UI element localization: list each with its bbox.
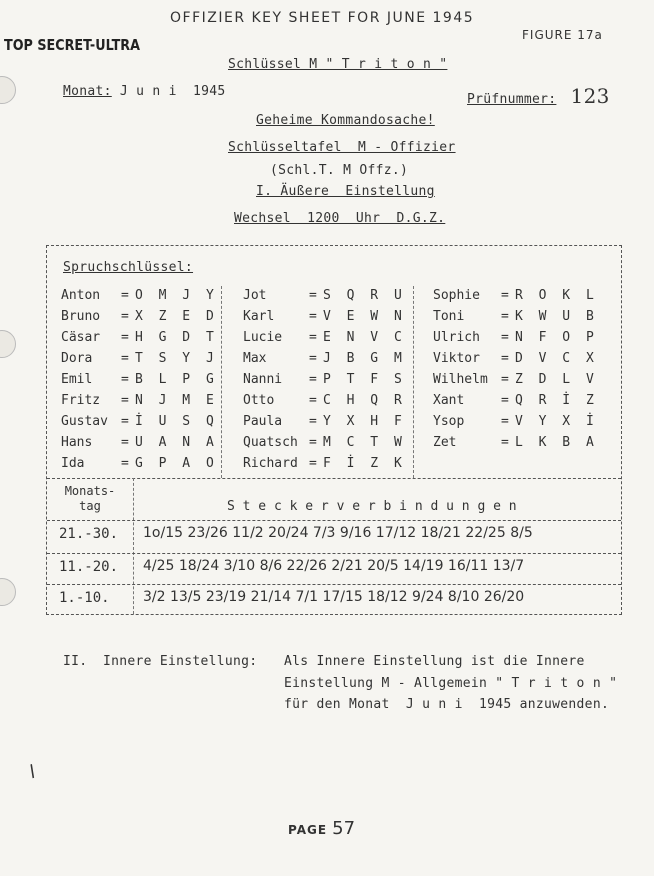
check-number-line (467, 84, 610, 108)
day-column-divider (133, 478, 134, 614)
key-word-name: Dora (61, 351, 93, 366)
key-word-name: Fritz (61, 393, 101, 408)
equals-sign: = (309, 414, 317, 429)
key-word-code: E N V C (323, 330, 406, 345)
key-word-name: Karl (243, 309, 275, 324)
key-word-code: Y X H F (323, 414, 406, 429)
key-word-code: N J M E (135, 393, 218, 408)
key-word-name: Gustav (61, 414, 108, 429)
key-word-name: Ysop (433, 414, 465, 429)
equals-sign: = (501, 288, 509, 303)
column-divider-2 (413, 286, 414, 478)
equals-sign: = (501, 309, 509, 324)
key-word-code: P T F S (323, 372, 406, 387)
top-secret-stamp: TOP SECRET-ULTRA (4, 36, 140, 54)
key-word-code: C H Q R (323, 393, 406, 408)
equals-sign: = (309, 456, 317, 471)
key-word-name: Nanni (243, 372, 283, 387)
check-label: Prüfnummer: (467, 92, 557, 107)
section-two-label: Innere Einstellung: (103, 654, 258, 669)
table-abbrev: (Schl.T. M Offz.) (270, 163, 409, 178)
equals-sign: = (501, 435, 509, 450)
spruchschluessel-label: Spruchschlüssel: (63, 260, 194, 275)
key-word-name: Wilhelm (433, 372, 488, 387)
equals-sign: = (121, 372, 129, 387)
key-word-name: Ulrich (433, 330, 480, 345)
key-word-code: V E W N (323, 309, 406, 324)
key-word-code: G P A O (135, 456, 218, 471)
key-word-code: V Y X İ (515, 414, 598, 429)
stecker-row-pairs: 1o/15 23/26 11/2 20/24 7/3 9/16 17/12 18/21 22/25 8/5 (143, 525, 533, 541)
key-word-code: İ U S Q (135, 414, 218, 429)
stecker-row-pairs: 3/2 13/5 23/19 21/14 7/1 17/15 18/12 9/24 8/10 26/20 (143, 589, 525, 605)
stecker-row-pairs: 4/25 18/24 3/10 8/6 22/26 2/21 20/5 14/19 16/11 13/7 (143, 558, 525, 574)
figure-label: FIGURE 17a (522, 28, 603, 42)
key-word-code: U A N A (135, 435, 218, 450)
equals-sign: = (121, 435, 129, 450)
stecker-row-days: 21.-30. (59, 526, 119, 542)
key-word-code: L K B A (515, 435, 598, 450)
check-value: 123 (570, 84, 610, 108)
equals-sign: = (121, 393, 129, 408)
key-word-code: K W U B (515, 309, 598, 324)
key-word-name: Jot (243, 288, 267, 303)
equals-sign: = (501, 351, 509, 366)
key-word-code: F İ Z K (323, 456, 406, 471)
key-name: Schlüssel M " T r i t o n " (228, 57, 448, 72)
key-word-name: Zet (433, 435, 457, 450)
key-word-code: Q R İ Z (515, 393, 598, 408)
key-word-name: Cäsar (61, 330, 101, 345)
day-header-line-2: tag (79, 499, 101, 513)
change-time: Wechsel 1200 Uhr D.G.Z. (234, 211, 446, 226)
section-two-line-2: Einstellung M - Allgemein " T r i t o n " (284, 676, 618, 691)
equals-sign: = (309, 393, 317, 408)
day-header-line-1: Monats- (64, 484, 116, 498)
key-word-name: Viktor (433, 351, 480, 366)
key-word-code: S Q R U (323, 288, 406, 303)
equals-sign: = (501, 372, 509, 387)
key-word-name: Paula (243, 414, 283, 429)
key-word-code: X Z E D (135, 309, 218, 324)
equals-sign: = (309, 309, 317, 324)
key-word-code: M C T W (323, 435, 406, 450)
key-word-code: B L P G (135, 372, 218, 387)
equals-sign: = (121, 288, 129, 303)
month-value: J u n i 1945 (119, 84, 226, 99)
table-title: Schlüsseltafel M - Offizier (228, 140, 456, 155)
key-word-code: N F O P (515, 330, 598, 345)
sheet-title: OFFIZIER KEY SHEET FOR JUNE 1945 (170, 10, 475, 26)
key-word-code: T S Y J (135, 351, 218, 366)
key-word-code: H G D T (135, 330, 218, 345)
key-word-name: Toni (433, 309, 465, 324)
key-word-name: Richard (243, 456, 298, 471)
stecker-row-line (47, 520, 621, 521)
page-label: PAGE (288, 823, 328, 837)
key-word-code: O M J Y (135, 288, 218, 303)
classification: Geheime Kommandosache! (256, 113, 435, 128)
key-word-name: Anton (61, 288, 101, 303)
equals-sign: = (309, 288, 317, 303)
equals-sign: = (121, 414, 129, 429)
equals-sign: = (501, 330, 509, 345)
key-table (46, 245, 622, 615)
day-header (57, 484, 123, 514)
key-word-name: Sophie (433, 288, 480, 303)
stecker-row-line (47, 553, 621, 554)
key-word-code: R O K L (515, 288, 598, 303)
page-footer (288, 818, 355, 839)
key-word-name: Hans (61, 435, 93, 450)
key-word-name: Ida (61, 456, 85, 471)
stecker-row-days: 11.-20. (59, 559, 119, 575)
key-word-code: J B G M (323, 351, 406, 366)
stecker-row-days: 1.-10. (59, 590, 110, 606)
month-label: Monat: (63, 84, 112, 99)
key-word-name: Otto (243, 393, 275, 408)
key-word-code: Z D L V (515, 372, 598, 387)
section-two-line-3: für den Monat J u n i 1945 anzuwenden. (284, 697, 610, 712)
key-word-name: Quatsch (243, 435, 298, 450)
section-two-number: II. (63, 654, 88, 669)
equals-sign: = (501, 393, 509, 408)
stecker-row-line (47, 584, 621, 585)
equals-sign: = (501, 414, 509, 429)
equals-sign: = (309, 372, 317, 387)
key-word-name: Bruno (61, 309, 101, 324)
equals-sign: = (121, 456, 129, 471)
equals-sign: = (121, 309, 129, 324)
page-number: 57 (332, 818, 356, 839)
column-divider-1 (221, 286, 222, 478)
key-word-name: Lucie (243, 330, 283, 345)
punch-hole-top (0, 76, 16, 104)
month-line (63, 84, 226, 99)
equals-sign: = (309, 351, 317, 366)
key-word-name: Xant (433, 393, 465, 408)
section-one-heading: I. Äußere Einstellung (256, 184, 435, 199)
punch-hole-lower (0, 578, 16, 606)
equals-sign: = (121, 351, 129, 366)
key-word-code: D V C X (515, 351, 598, 366)
equals-sign: = (309, 330, 317, 345)
stecker-header: S t e c k e r v e r b i n d u n g e n (227, 499, 517, 514)
equals-sign: = (309, 435, 317, 450)
section-two-line-1: Als Innere Einstellung ist die Innere (284, 654, 585, 669)
equals-sign: = (121, 330, 129, 345)
margin-mark: l (26, 761, 39, 784)
punch-hole-middle (0, 330, 16, 358)
key-word-name: Max (243, 351, 267, 366)
key-word-name: Emil (61, 372, 93, 387)
